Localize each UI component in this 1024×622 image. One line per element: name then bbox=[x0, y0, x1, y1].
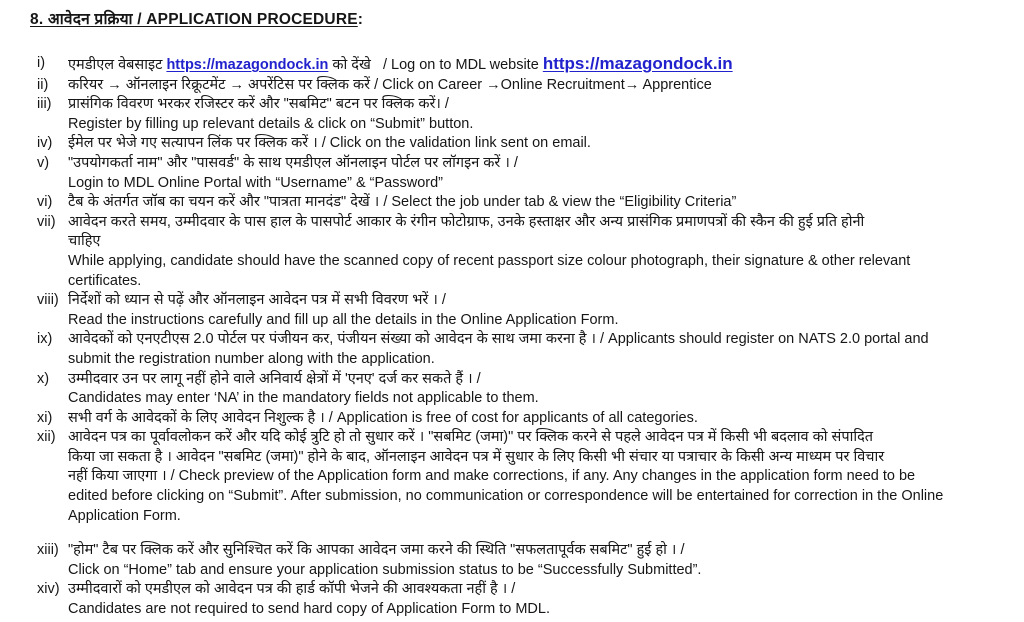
text-segment: उम्मीदवारों को एमडीएल को आवेदन पत्र की हार्ड कॉपी भेजने की आवश्यकता नहीं है । / bbox=[68, 581, 516, 598]
text-segment: चाहिए bbox=[68, 233, 101, 250]
item-content bbox=[68, 54, 1016, 76]
text-segment: करियर → ऑनलाइन रिक्रूटमेंट → अपरेंटिस पर क्लिक करें / Click on Career →Online Recruitment→ Apprentice bbox=[68, 76, 712, 93]
item-number: v) bbox=[37, 154, 50, 171]
page-title-text: 8. आवेदन प्रक्रिया / APPLICATION PROCEDURE bbox=[30, 11, 358, 28]
item-content bbox=[68, 76, 1016, 96]
text-segment: आवेदन करते समय, उम्मीदवार के पास हाल के पासपोर्ट आकार के रंगीन फोटोग्राफ, उनके हस्ताक्षर और अन्य प्रासंगिक प्रमाणपत्रों की स्कैन की हुई प्रति होनी bbox=[68, 213, 865, 230]
item-content bbox=[68, 330, 1016, 369]
item-number: vii) bbox=[37, 213, 56, 230]
item-number: xi) bbox=[37, 409, 53, 426]
text-segment: आवेदकों को एनएटीएस 2.0 पोर्टल पर पंजीयन कर, पंजीयन संख्या को आवेदन के साथ जमा करना है । / Applicants should register on NATS 2.0 portal and bbox=[68, 331, 929, 348]
item-line bbox=[68, 232, 1016, 252]
item-line bbox=[68, 561, 1016, 581]
item-line bbox=[68, 95, 1016, 115]
item-content bbox=[68, 409, 1016, 429]
item-line bbox=[68, 389, 1016, 409]
item-line bbox=[68, 507, 1016, 527]
item-line bbox=[68, 541, 1016, 561]
list-item bbox=[30, 291, 1016, 330]
list-item bbox=[30, 370, 1016, 409]
list-item bbox=[30, 330, 1016, 369]
text-segment: edited before clicking on “Submit”. After submission, no communication or correspondence will be entertained for correction in the Online bbox=[68, 488, 944, 505]
list-item bbox=[30, 409, 1016, 429]
item-line bbox=[68, 448, 1016, 468]
item-line bbox=[68, 330, 1016, 350]
mazagondock-link[interactable]: https://mazagondock.in bbox=[166, 57, 329, 73]
list-item bbox=[30, 193, 1016, 213]
item-number: xiv) bbox=[37, 581, 60, 598]
text-segment: "होम" टैब पर क्लिक करें और सुनिश्चित करें कि आपका आवेदन जमा करने की स्थिति "सफलतापूर्वक सबमिट" हुई हो । / bbox=[68, 542, 685, 559]
text-segment: submit the registration number along with the application. bbox=[68, 350, 435, 367]
item-number: i) bbox=[37, 55, 46, 71]
text-segment: सभी वर्ग के आवेदकों के लिए आवेदन निशुल्क है । / Application is free of cost for applicants of all categories. bbox=[68, 409, 698, 426]
list-item bbox=[30, 428, 1016, 526]
list-item bbox=[30, 154, 1016, 193]
item-content bbox=[68, 291, 1016, 330]
item-line bbox=[68, 134, 1016, 154]
text-segment: While applying, candidate should have the scanned copy of recent passport size colour photograph, their signature & other relevant bbox=[68, 252, 911, 269]
text-segment: Candidates are not required to send hard copy of Application Form to MDL. bbox=[68, 601, 550, 618]
item-line bbox=[68, 600, 1016, 620]
item-line bbox=[68, 580, 1016, 600]
item-line bbox=[68, 428, 1016, 448]
text-segment: Application Form. bbox=[68, 507, 181, 524]
text-segment: प्रासंगिक विवरण भरकर रजिस्टर करें और "सबमिट" बटन पर क्लिक करें। / bbox=[68, 96, 449, 113]
item-number: x) bbox=[37, 370, 50, 387]
item-number: ix) bbox=[37, 331, 53, 348]
item-line bbox=[68, 487, 1016, 507]
list-item bbox=[30, 134, 1016, 154]
text-segment: एमडीएल वेबसाइट bbox=[68, 57, 167, 73]
text-segment: ईमेल पर भेजे गए सत्यापन लिंक पर क्लिक करें । / Click on the validation link sent on email. bbox=[68, 135, 591, 152]
item-line bbox=[68, 174, 1016, 194]
item-line bbox=[68, 76, 1016, 96]
text-segment: "उपयोगकर्ता नाम" और "पासवर्ड" के साथ एमडीएल ऑनलाइन पोर्टल पर लॉगइन करें । / bbox=[68, 154, 518, 171]
item-content bbox=[68, 213, 1016, 291]
item-content bbox=[68, 154, 1016, 193]
item-content bbox=[68, 428, 1016, 526]
list-item bbox=[30, 95, 1016, 134]
item-content bbox=[68, 541, 1016, 580]
item-number: viii) bbox=[37, 292, 59, 309]
item-line bbox=[68, 467, 1016, 487]
item-line bbox=[68, 193, 1016, 213]
item-number: iv) bbox=[37, 135, 53, 152]
text-segment: Register by filling up relevant details & click on “Submit” button. bbox=[68, 115, 474, 132]
item-content bbox=[68, 193, 1016, 213]
item-line bbox=[68, 252, 1016, 272]
item-content bbox=[68, 580, 1016, 619]
item-content bbox=[68, 95, 1016, 134]
page-title-colon: : bbox=[357, 11, 364, 28]
text-segment: नहीं किया जाएगा । / Check preview of the Application form and make corrections, if any. Any changes in the application form need to be bbox=[68, 468, 916, 485]
item-line bbox=[68, 350, 1016, 370]
item-line bbox=[68, 213, 1016, 233]
item-number: iii) bbox=[37, 96, 52, 113]
list-item bbox=[30, 213, 1016, 291]
item-line bbox=[68, 54, 1016, 76]
list-item bbox=[30, 541, 1016, 580]
item-content bbox=[68, 370, 1016, 409]
text-segment: उम्मीदवार उन पर लागू नहीं होने वाले अनिवार्य क्षेत्रों में 'एनए' दर्ज कर सकते हैं । / bbox=[68, 370, 481, 387]
text-segment: certificates. bbox=[68, 272, 142, 289]
item-line bbox=[68, 370, 1016, 390]
item-number: xiii) bbox=[37, 542, 59, 559]
text-segment: को देंखे / Log on to MDL website bbox=[328, 57, 543, 73]
list-item bbox=[30, 54, 1016, 76]
text-segment: Candidates may enter ‘NA’ in the mandatory fields not applicable to them. bbox=[68, 390, 539, 407]
item-number: xii) bbox=[37, 429, 56, 446]
text-segment: Read the instructions carefully and fill up all the details in the Online Application Form. bbox=[68, 311, 619, 328]
text-segment: निर्देशों को ध्यान से पढ़ें और ऑनलाइन आवेदन पत्र में सभी विवरण भरें । / bbox=[68, 292, 446, 309]
item-line bbox=[68, 291, 1016, 311]
item-line bbox=[68, 409, 1016, 429]
text-segment: किया जा सकता है । आवेदन "सबमिट (जमा)" होने के बाद, ऑनलाइन आवेदन पत्र में सुधार के लिए किसी भी संचार या पत्राचार के किसी अन्य माध्यम पर विचार bbox=[68, 448, 885, 465]
item-number: vi) bbox=[37, 194, 53, 211]
list-item bbox=[30, 76, 1016, 96]
item-line bbox=[68, 272, 1016, 292]
item-number: ii) bbox=[37, 76, 49, 93]
item-line bbox=[68, 154, 1016, 174]
text-segment: टैब के अंतर्गत जॉब का चयन करें और "पात्रता मानदंड" देखें । / Select the job under tab & view the “Eligibility Criteria” bbox=[68, 194, 737, 211]
mazagondock-link[interactable]: https://mazagondock.in bbox=[542, 54, 733, 73]
text-segment: Click on “Home” tab and ensure your application submission status to be “Successfully Submitted”. bbox=[68, 561, 702, 578]
list-item bbox=[30, 580, 1016, 619]
item-content bbox=[68, 134, 1016, 154]
item-line bbox=[68, 311, 1016, 331]
text-segment: Login to MDL Online Portal with “Username” & “Password” bbox=[68, 174, 443, 191]
item-line bbox=[68, 115, 1016, 135]
procedure-list bbox=[30, 54, 1016, 620]
text-segment: आवेदन पत्र का पूर्वावलोकन करें और यदि कोई त्रुटि हो तो सुधार करें । "सबमिट (जमा)" पर क्लिक करने से पहले आवेदन पत्र में किसी भी बदलाव को संपादित bbox=[68, 429, 874, 446]
page-title bbox=[30, 7, 1016, 29]
